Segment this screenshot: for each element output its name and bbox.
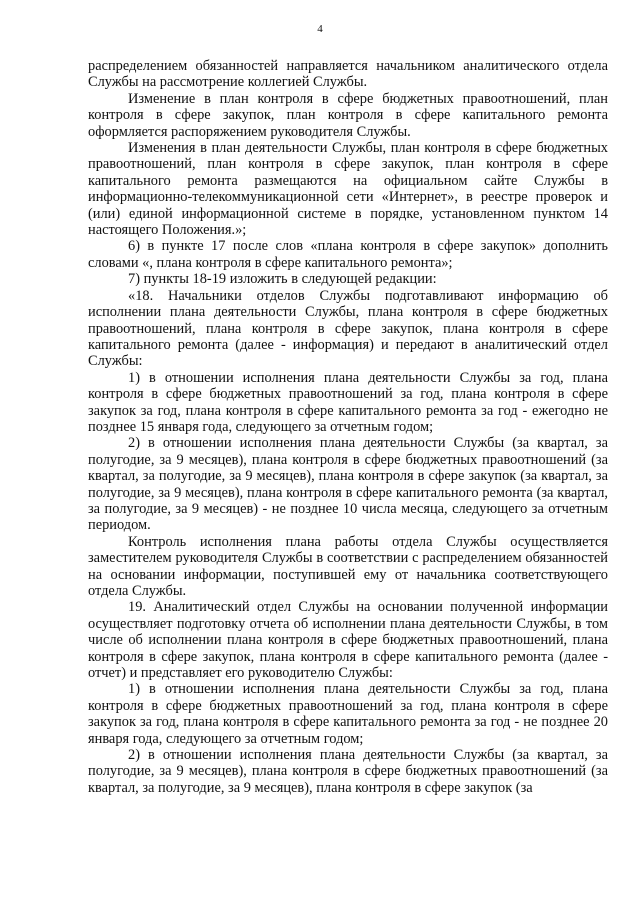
document-body (88, 58, 608, 796)
paragraph-clause-18-sub-2: 2) в отношении исполнения плана деятельности Службы (за квартал, за полугодие, за 9 месяцев), плана контроля в сфере бюджетных правоотношений (за квартал, за полугодие, за 9 месяцев), плана контроля в сфере закупок (за квартал, за полугодие, за 9 месяцев), плана контроля в сфере капитального ремонта (за квартал, за полугодие, за 9 месяцев) - не позднее 10 числа месяца, следующего за отчетным периодом. (88, 435, 608, 534)
paragraph-clause-19: 19. Аналитический отдел Службы на основании полученной информации осуществляет подготовку отчета об исполнении плана деятельности Службы, в том числе об исполнении плана контроля в сфере бюджетных правоотношений, плана контроля в сфере закупок, плана контроля в сфере капитального ремонта (далее - отчет) и представляет его руководителю Службы: (88, 599, 608, 682)
paragraph-clause-19-sub-1: 1) в отношении исполнения плана деятельности Службы за год, плана контроля в сфере бюджетных правоотношений за год, плана контроля в сфере закупок за год, плана контроля в сфере капитального ремонта за год - не позднее 20 января года, следующего за отчетным годом; (88, 681, 608, 747)
paragraph-plan-change-order: Изменение в план контроля в сфере бюджетных правоотношений, план контроля в сфере закупок, план контроля в сфере капитального ремонта оформляется распоряжением руководителя Службы. (88, 90, 608, 140)
paragraph-clause-18: «18. Начальники отделов Службы подготавливают информацию об исполнении плана деятельности Службы, плана контроля в сфере бюджетных правоотношений, плана контроля в сфере закупок, плана контроля в сфере капитального ремонта (далее - информация) и передают в аналитический отдел Службы: (88, 287, 608, 370)
paragraph-clause-19-sub-2: 2) в отношении исполнения плана деятельности Службы (за квартал, за полугодие, за 9 месяцев), плана контроля в сфере бюджетных правоотношений (за квартал, за полугодие, за 9 месяцев), плана контроля в сфере закупок (за (88, 747, 608, 796)
paragraph-item-6: 6) в пункте 17 после слов «плана контроля в сфере закупок» дополнить словами «, плана контроля в сфере капитального ремонта»; (88, 238, 608, 271)
paragraph-continuation: распределением обязанностей направляется начальником аналитического отдела Службы на рассмотрение коллегией Службы. (88, 58, 608, 91)
paragraph-item-7: 7) пункты 18-19 изложить в следующей редакции: (128, 271, 437, 288)
page-number: 4 (317, 23, 323, 35)
paragraph-plan-publication: Изменения в план деятельности Службы, план контроля в сфере бюджетных правоотношений, план контроля в сфере закупок, план контроля в сфере капитального ремонта размещаются на официальном сайте Службы в информационно-телекоммуникационной сети «Интернет», в реестре проверок и (или) единой информационной системе в порядке, установленном пунктом 14 настоящего Положения.»; (88, 140, 608, 239)
paragraph-execution-control: Контроль исполнения плана работы отдела Службы осуществляется заместителем руководителя Службы в соответствии с распределением обязанностей на основании информации, поступившей ему от начальника соответствующего отдела Службы. (88, 533, 608, 599)
paragraph-clause-18-sub-1: 1) в отношении исполнения плана деятельности Службы за год, плана контроля в сфере бюджетных правоотношений за год, плана контроля в сфере закупок за год, плана контроля в сфере капитального ремонта за год - ежегодно не позднее 15 января года, следующего за отчетным годом; (88, 369, 608, 435)
